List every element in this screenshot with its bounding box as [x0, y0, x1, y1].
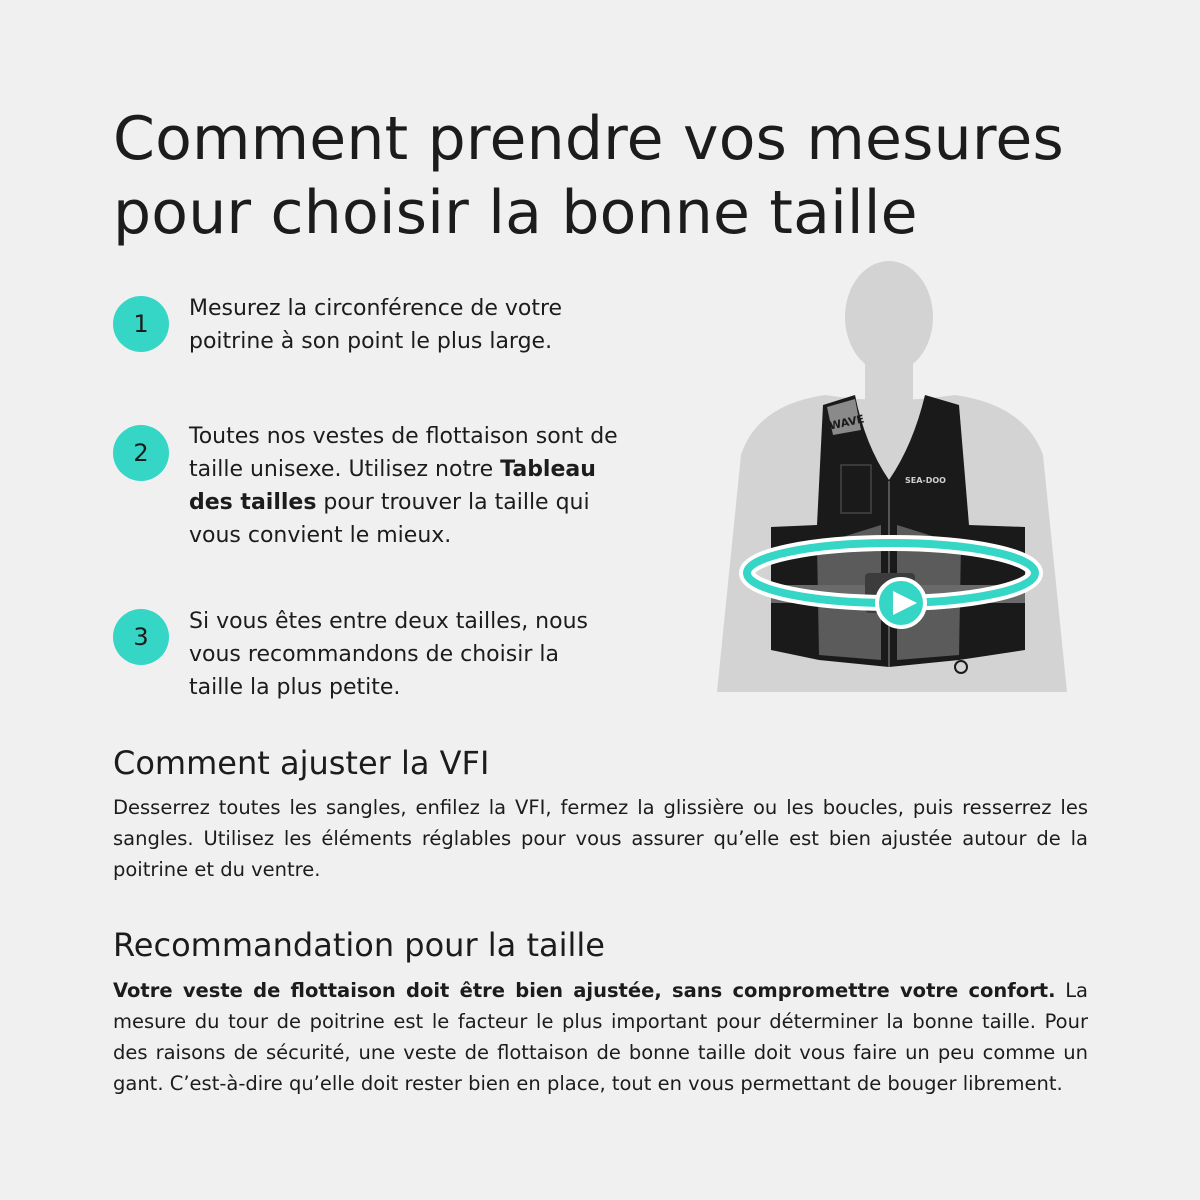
step-number-badge: 3 [113, 609, 169, 665]
step-text [189, 420, 619, 552]
brand-logo-text: SEA-DOO [905, 476, 946, 485]
adjust-heading: Comment ajuster la VFI [113, 744, 490, 782]
page-title [113, 102, 1093, 250]
recommendation-text [113, 975, 1088, 1099]
page-title-line-1: Comment prendre vos mesures [113, 104, 1064, 174]
step-text-part: Toutes nos vestes de flottaison sont de taille unisexe. Utilisez notre [189, 424, 618, 482]
vest-measurement-illustration [705, 255, 1085, 700]
step-text: Mesurez la circonférence de votre poitrine à son point le plus large. [189, 296, 563, 354]
page-title-line-2: pour choisir la bonne taille [113, 178, 918, 248]
recommendation-body-text: La mesure du tour de poitrine est le facteur le plus important pour déterminer la bonne taille. Pour des raisons de sécurité, une veste de flottaison de bonne taille doit vous faire un peu comme un gant. C’est-à-dire qu’elle doit rester bien en place, tout en vous permettant de bouger librement. [113, 979, 1089, 1095]
step-number-badge: 1 [113, 296, 169, 352]
step-text: Si vous êtes entre deux tailles, nous vous recommandons de choisir la taille la plus petite. [189, 609, 588, 700]
adjust-text: Desserrez toutes les sangles, enfilez la VFI, fermez la glissière ou les boucles, puis resserrez les sangles. Utilisez les éléments réglables pour vous assurer qu’elle est bien ajustée autour de la poitrine et du ventre. [113, 796, 1088, 881]
size-chart-reference: Tableau des tailles [189, 457, 596, 515]
vest-label-text: WAVE [828, 412, 866, 433]
recommendation-bold-text: Votre veste de flottaison doit être bien ajustée, sans compromettre votre confort. [113, 979, 1056, 1002]
step-number-badge: 2 [113, 425, 169, 481]
step-text-part: pour trouver la taille qui vous convient le mieux. [189, 490, 590, 548]
recommendation-heading: Recommandation pour la taille [113, 926, 605, 964]
